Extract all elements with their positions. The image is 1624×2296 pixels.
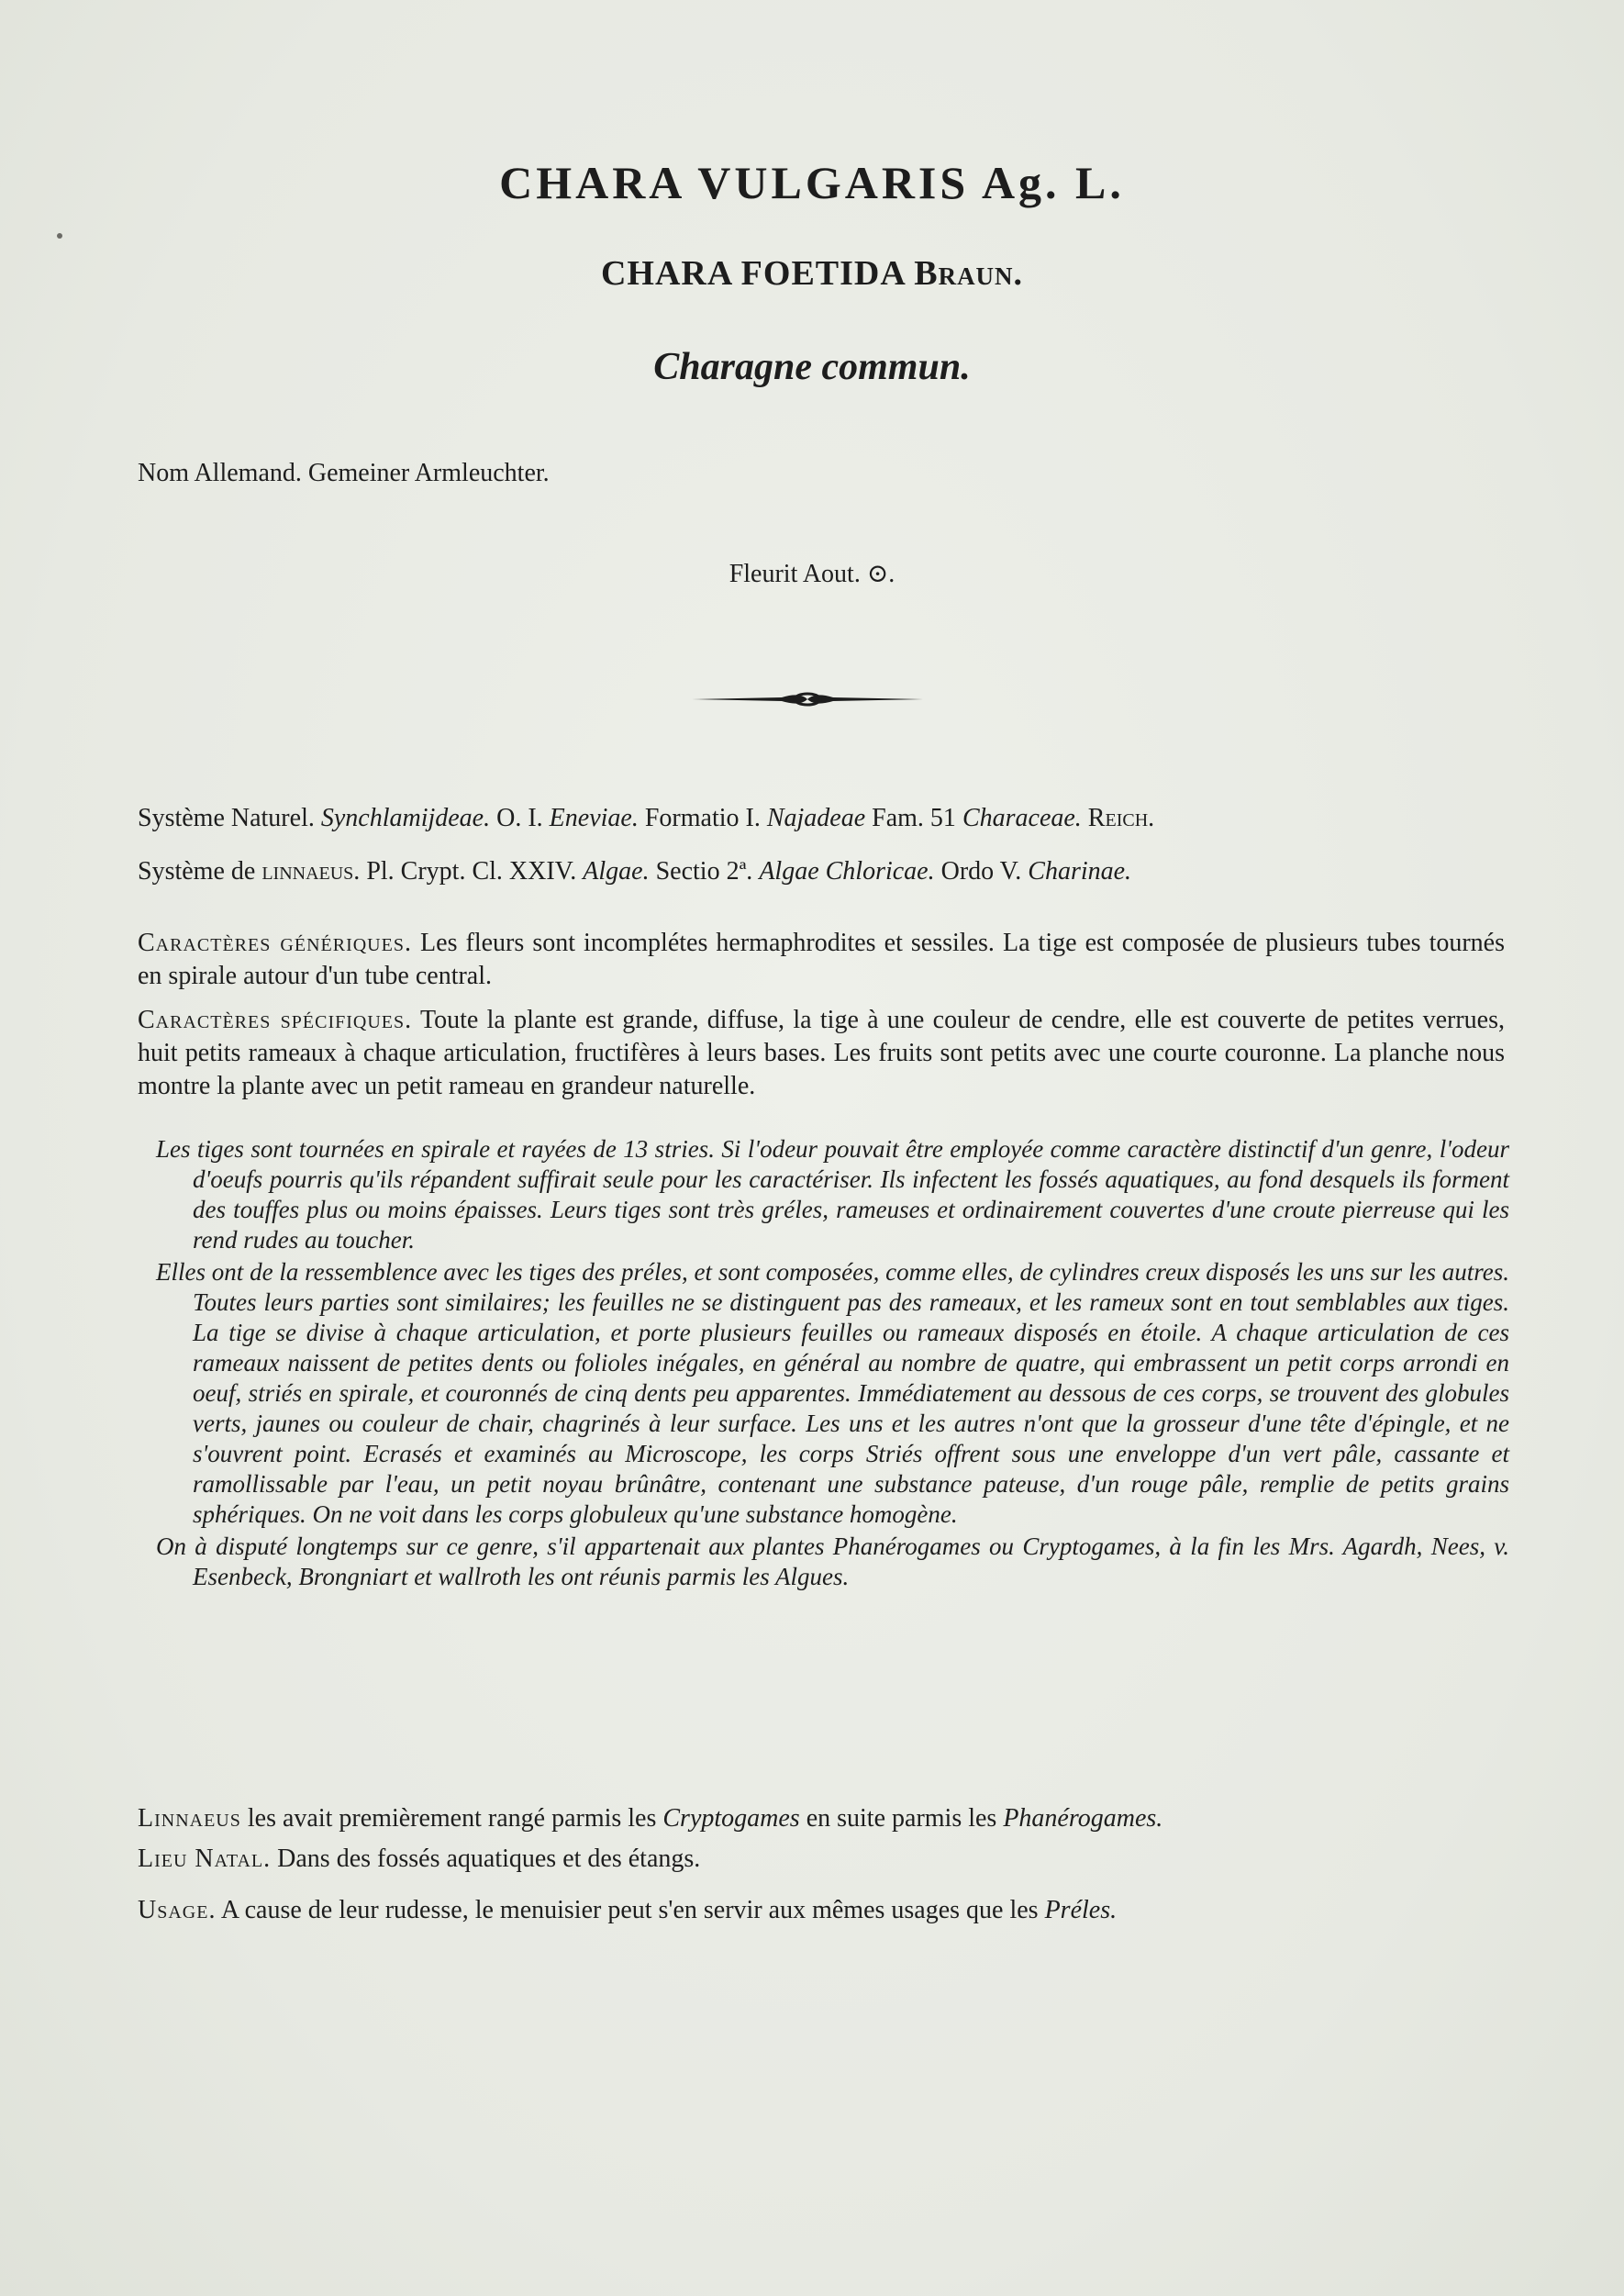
usage-text: A cause de leur rudesse, le menuisier peut s'en servir aux mêmes usages que les (220, 1896, 1039, 1924)
linnaeus-note-phanerogames: Phanérogames. (1003, 1804, 1163, 1833)
usage (138, 1894, 1505, 1927)
habitat-text: Dans des fossés aquatiques et des étangs. (277, 1845, 701, 1873)
note-paragraph: On à disputé longtemps sur ce genre, s'il appartenait aux plantes Phanérogames ou Cryptogames, à la fin les Mrs. Agardh, Nees, v. Esenbeck, Brongniart et wallroth les ont réunis parmis les Algues. (156, 1533, 1509, 1590)
usage-preles: Préles. (1044, 1896, 1118, 1924)
specific-text: Toute la plante est grande, diffuse, la tige à une couleur de cendre, elle est couverte de petites verrues, huit petits rameaux à chaque articulation, fructifères à leurs bases. Les fruits sont petits avec une courte couronne. La planche nous montre la plante avec un petit rameau en grandeur naturelle. (138, 1006, 1506, 1100)
note-paragraph: Les tiges sont tournées en spirale et rayées de 13 stries. Si l'odeur pouvait être employée comme caractère distinctif d'un genre, l'odeur d'oeufs pourris qu'ils répandent suffirait seule pour les caractériser. Ils infectent les fossés aquatiques, au fond desquels ils forment des touffes plus ou moins épaisses. Leurs tiges sont très gréles, rameuses et ordinairement couvertes d'une croute pierreuse qui les rend rudes au toucher. (156, 1135, 1509, 1254)
note-paragraph: Elles ont de la ressemblence avec les tiges des préles, et sont composées, comme elles, de cylindres creux disposés les uns sur les autres. Toutes leurs parties sont similaires; les feuilles ne se distinguent pas des rameaux, et les rameux sont en tout semblables aux tiges. La tige se divise à chaque articulation, et porte plusieurs feuilles ou rameaux disposés en étoile. A chaque articulation de ces rameaux naissent de petites dents ou folioles inégales, en général au nombre de quatre, qui embrassent un petit corps arrondi en oeuf, striés en spirale, et couronnés de cinq dents peu apparentes. Immédiatement au dessous de ces corps, se trouvent des globules verts, jaunes ou couleur de chair, chagrinés à leur surface. Les uns et les autres n'ont que la grosseur d'une tête d'épingle, et ne s'ouvrent point. Ecrasés et examinés au Microscope, les corps Striés offrent sous une enveloppe d'un vert pâle, cassante et ramollissable par l'eau, un petit noyau brûnâtre, contenant une substance pateuse, d'un rouge pâle, remplie de petits grains sphériques. On ne voit dans les corps globuleux qu'une substance homogène. (156, 1258, 1509, 1528)
linnaeus-charinae: Charinae. (1028, 857, 1132, 886)
linnaeus-note-text: les avait premièrement rangé parmis les (247, 1804, 657, 1833)
generic-label: Caractères génériques. (138, 929, 412, 957)
natural-family: Characeae. (962, 804, 1082, 832)
natural-system-label: Système Naturel. (138, 804, 315, 832)
generic-characters (138, 927, 1505, 993)
notes (156, 1134, 1509, 1594)
common-name: Charagne commun. (653, 346, 971, 388)
linnaeus-algae: Algae. (583, 857, 650, 886)
page-title: CHARA VULGARIS Ag. L. (499, 157, 1125, 208)
linnaeus-system-label: Système de (138, 857, 256, 886)
flowering-time: Fleurit Aout. ⊙. (729, 560, 895, 588)
specific-label: Caractères spécifiques. (138, 1006, 413, 1034)
natural-fam: Fam. 51 (872, 804, 956, 832)
habitat (138, 1843, 1505, 1876)
natural-author: Reich. (1087, 804, 1155, 832)
linnaeus-system (138, 855, 1505, 888)
generic-text: Les fleurs sont incomplétes hermaphrodites et sessiles. La tige est composée de plusieurs tubes tournés en spirale autour d'un tube central. (138, 929, 1506, 990)
natural-class: Eneviae. (549, 804, 639, 832)
synonym-name: CHARA FOETIDA (600, 254, 905, 293)
synonym-title (0, 253, 1624, 294)
synonym-author: Braun. (914, 254, 1024, 293)
linnaeus-note (138, 1802, 1505, 1835)
linnaeus-name: linnaeus. (261, 857, 361, 886)
german-name: Nom Allemand. Gemeiner Armleuchter. (138, 459, 550, 487)
natural-ordo: O. I. (496, 804, 543, 832)
usage-label: Usage. (138, 1896, 217, 1924)
natural-formatio: Formatio I. (644, 804, 761, 832)
linnaeus-sectio: Sectio 2ª. (655, 857, 753, 886)
linnaeus-note-cryptogames: Cryptogames (662, 1804, 800, 1833)
linnaeus-note-text-mid: en suite parmis les (806, 1804, 997, 1833)
natural-order: Synchlamijdeae. (320, 804, 491, 832)
linnaeus-note-label: Linnaeus (138, 1804, 241, 1833)
ornament-divider (690, 688, 925, 710)
natural-system (138, 802, 1505, 835)
specific-characters (138, 1004, 1505, 1103)
natural-group: Najadeae (766, 804, 866, 832)
paper-speck (57, 233, 62, 239)
linnaeus-class: Pl. Crypt. Cl. XXIV. (366, 857, 577, 886)
habitat-label: Lieu Natal. (138, 1845, 272, 1873)
linnaeus-ordo: Ordo V. (940, 857, 1022, 886)
linnaeus-chloricae: Algae Chloricae. (759, 857, 935, 886)
